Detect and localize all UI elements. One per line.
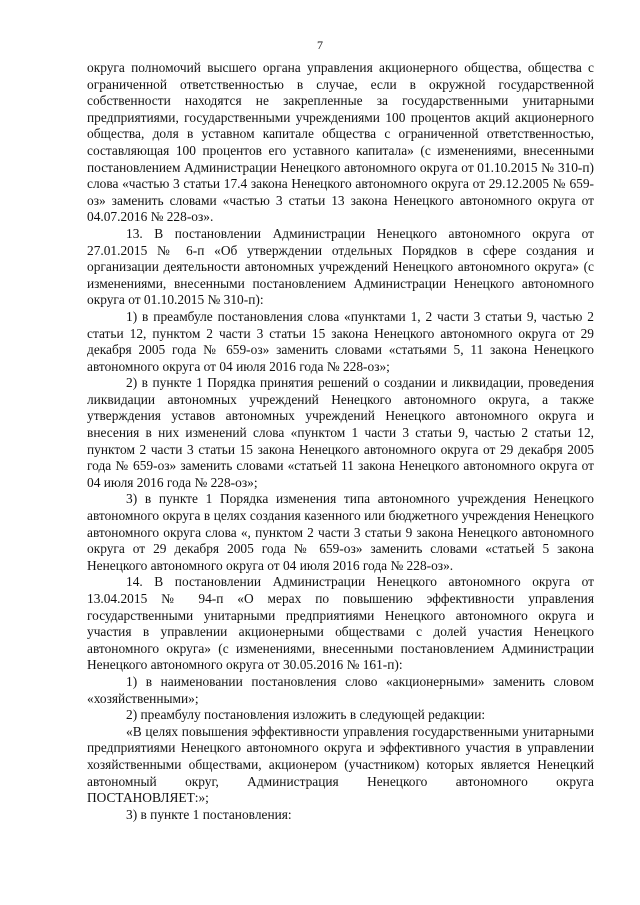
paragraph-item-14-2-quote: «В целях повышения эффективности управления государственными унитарными предприятиями Ненецкого автономного округа и эффективного участия в управлении хозяйственными обществами, акционером (участником) которых является Ненецкий автономный округ, Администрация Ненецкого автономного округа ПОСТАНОВЛЯЕТ:»; (87, 723, 594, 806)
paragraph-continuation: округа полномочий высшего органа управления акционерного общества, общества с ограниченной ответственностью в случае, если в окружной государственной собственности находятся не закрепленные за государственными унитарными предприятиями, государственными учреждениями 100 процентов акций акционерного общества, доля в уставном капитале общества с ограниченной ответственностью, составляющая 100 процентов его уставного капитала» (с изменениями, внесенными постановлением Администрации Ненецкого автономного округа от 01.10.2015 № 310-п) слова «частью 3 статьи 17.4 закона Ненецкого автономного округа от 29.12.2005 № 659-оз» заменить словами «частью 3 статьи 13 закона Ненецкого автономного округа от 04.07.2016 № 228-оз». (87, 60, 594, 225)
paragraph-item-13-3: 3) в пункте 1 Порядка изменения типа автономного учреждения Ненецкого автономного округа в целях создания казенного или бюджетного учреждения Ненецкого автономного округа слова «, пунктом 2 части 3 статьи 9 закона Ненецкого автономного округа от 29 декабря 2005 года № 659-оз» заменить словами «статьей 5 закона Ненецкого автономного округа от 04 июля 2016 года № 228-оз». (87, 491, 594, 573)
paragraph-item-14-1: 1) в наименовании постановления слово «акционерными» заменить словом «хозяйственными»; (87, 673, 594, 706)
paragraph-item-14-3: 3) в пункте 1 постановления: (126, 806, 292, 822)
page-number: 7 (317, 38, 323, 52)
document-body (87, 60, 594, 823)
paragraph-item-14-2: 2) преамбулу постановления изложить в следующей редакции: (126, 707, 486, 723)
paragraph-item-14: 14. В постановлении Администрации Ненецкого автономного округа от 13.04.2015 № 94-п «О мерах по повышению эффективности управления государственными унитарными предприятиями Ненецкого автономного округа и участия в управлении акционерными обществами с долей участия Ненецкого автономного округа» (с изменениями, внесенными постановлением Администрации Ненецкого автономного округа от 30.05.2016 № 161-п): (87, 574, 594, 673)
paragraph-item-13-1: 1) в преамбуле постановления слова «пунктами 1, 2 части 3 статьи 9, частью 2 статьи 12, пунктом 2 части 3 статьи 15 закона Ненецкого автономного округа от 29 декабря 2005 года № 659-оз» заменить словами «статьями 5, 11 закона Ненецкого автономного округа от 04 июля 2016 года № 228-оз»; (87, 308, 594, 374)
paragraph-item-13-2: 2) в пункте 1 Порядка принятия решений о создании и ликвидации, проведения ликвидации автономных учреждений Ненецкого автономного округа, а также утверждения уставов автономных учреждений Ненецкого автономного округа и внесения в них изменений слова «пунктом 1 части 3 статьи 9, частью 2 статьи 12, пунктом 2 части 3 статьи 15 закона Ненецкого автономного округа от 29 декабря 2005 года № 659-оз» заменить словами «статьей 11 закона Ненецкого автономного округа от 04 июля 2016 года № 228-оз»; (87, 375, 594, 490)
paragraph-item-13: 13. В постановлении Администрации Ненецкого автономного округа от 27.01.2015 № 6-п «Об утверждении отдельных Порядков в сфере создания и организации деятельности автономных учреждений Ненецкого автономного округа» (с изменениями, внесенными постановлением Администрации Ненецкого автономного округа от 01.10.2015 № 310-п): (87, 225, 594, 308)
